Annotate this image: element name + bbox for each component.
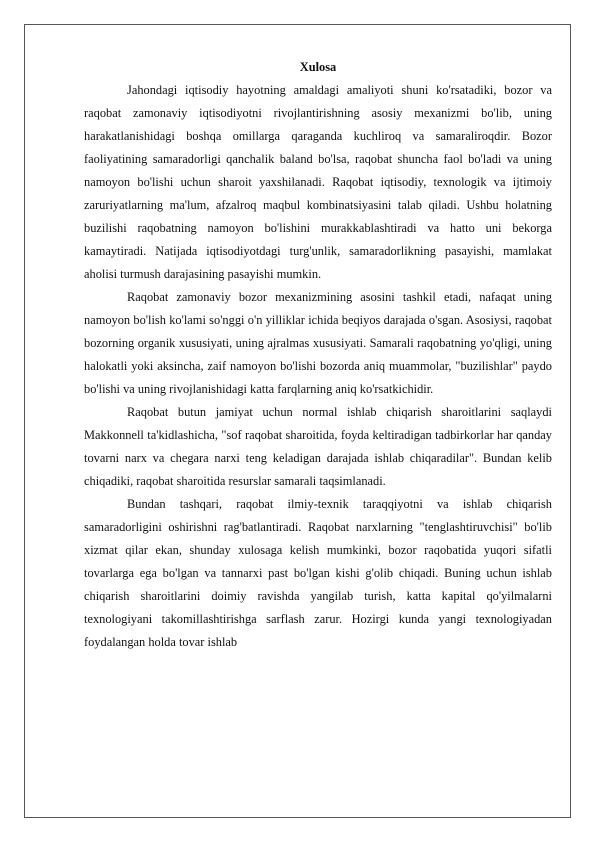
paragraph-1: Jahondagi iqtisodiy hayotning amaldagi amaliyoti shuni ko'rsatadiki, bozor va raqobat zamonaviy iqtisodiyotni rivojlantirishning asosiy mexanizmi bo'lib, uning harakatlanishidagi boshqa omillarga qaraganda kuchliroq va samaraliroqdir. Bozor faoliyatining samaradorligi qanchalik baland bo'lsa, raqobat shuncha faol bo'ladi va uning namoyon bo'lishi uchun sharoit yaxshilanadi. Raqobat iqtisodiy, texnologik va ijtimoiy zaruriyatlarning ma'lum, afzalroq maqbul kombinatsiyasini talab qiladi. Ushbu holatning buzilishi raqobatning namoyon bo'lishini murakkablashtiradi va hatto uni bekorga kamaytiradi. Natijada iqtisodiyotdagi turg'unlik, samaradorlikning pasayishi, mamlakat aholisi turmush darajasining pasayishi mumkin. — [84, 83, 552, 281]
document-body — [84, 56, 552, 654]
document-title: Xulosa — [299, 60, 337, 74]
paragraph-3: Raqobat butun jamiyat uchun normal ishlab chiqarish sharoitlarini saqlaydi Makkonnell ta'kidlashicha, "sof raqobat sharoitida, foyda keltiradigan tadbirkorlar har qanday tovarni narx va chegara narxi teng keladigan darajada ishlab chiqaradilar". Bundan kelib chiqadiki, raqobat sharoitida resurslar samarali taqsimlanadi. — [84, 405, 552, 488]
paragraph-2: Raqobat zamonaviy bozor mexanizmining asosini tashkil etadi, nafaqat uning namoyon bo'lish ko'lami so'nggi o'n yilliklar ichida beqiyos darajada o'sgan. Asosiysi, raqobat bozorning organik xususiyati, uning ajralmas xususiyati. Samarali raqobatning yo'qligi, uning halokatli yoki aksincha, zaif namoyon bo'lishi bozorda aniq muammolar, "buzilishlar" paydo bo'lishi va uning rivojlanishidagi katta farqlarning aniq ko'rsatkichidir. — [84, 290, 552, 396]
paragraph-4: Bundan tashqari, raqobat ilmiy-texnik taraqqiyotni va ishlab chiqarish samaradorligini oshirishni rag'batlantiradi. Raqobat narxlarning "tenglashtiruvchisi" bo'lib xizmat qilar ekan, shunday xulosaga kelish mumkinki, bozor raqobatida yuqori sifatli tovarlarga ega bo'lgan va tannarxi past bo'lgan kishi g'olib chiqadi. Buning uchun ishlab chiqarish sharoitlarini doimiy ravishda yangilab turish, katta kapital qo'yilmalarni texnologiyani takomillashtirishga sarflash zarur. Hozirgi kunda yangi texnologiyadan foydalangan holda tovar ishlab — [84, 497, 552, 649]
